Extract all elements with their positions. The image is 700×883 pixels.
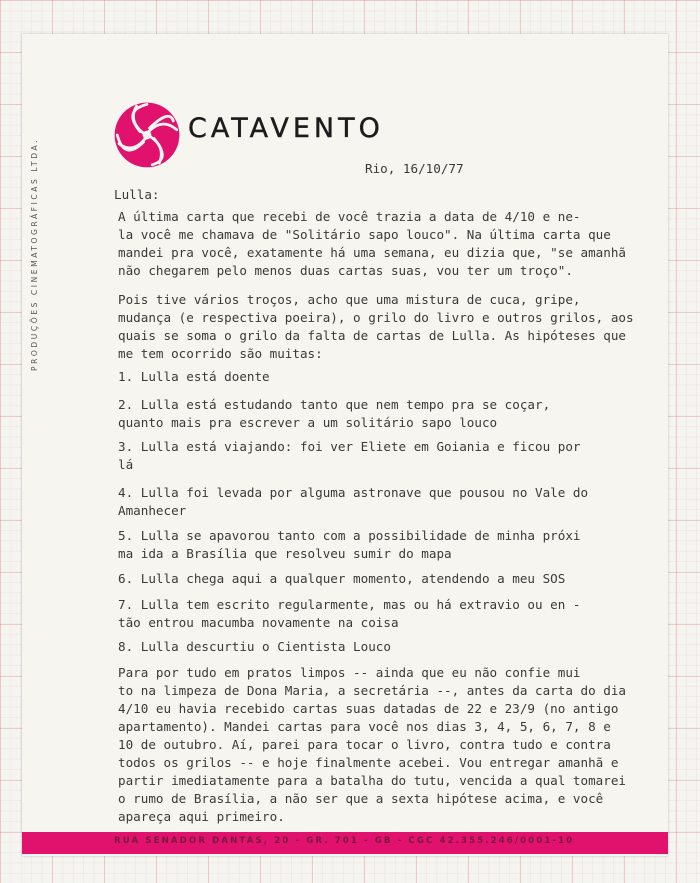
letter-line: A última carta que recebi de você trazia a data de 4/10 e ne-	[118, 209, 581, 224]
letter-line: o rumo de Brasília, a não ser que a sexta hipótese acima, e você	[118, 791, 604, 806]
list-item: 1. Lulla está doente	[118, 369, 270, 384]
letter-line: Para por tudo em pratos limpos -- ainda que eu não confie mui	[118, 665, 581, 680]
letter-line: todos os grilos -- e hoje finalmente acebei. Vou entregar amanhã e	[118, 755, 619, 770]
list-item: Amanhecer	[118, 503, 187, 518]
letter-line: não chegarem pelo menos duas cartas suas, vou ter um troço".	[118, 263, 573, 278]
list-item: tão entrou macumba novamente na coisa	[118, 615, 399, 630]
letter-line: la você me chamava de "Solitário sapo louco". Na última carta que	[118, 227, 611, 242]
letter-line: mandei pra você, exatamente há uma semana, eu dizia que, "se amanhã	[118, 245, 626, 260]
letter-line: mudança (e respectiva poeira), o grilo do livro e outros grilos, aos	[118, 310, 634, 325]
brand-name: CATAVENTO	[188, 113, 384, 144]
list-item: ma ida a Brasília que resolveu sumir do mapa	[118, 546, 452, 561]
letter-line: apareça aqui primeiro.	[118, 809, 285, 824]
letter-line: quais se soma o grilo da falta de cartas de Lulla. As hipóteses que	[118, 328, 626, 343]
list-item: 2. Lulla está estudando tanto que nem tempo pra se coçar,	[118, 397, 551, 412]
list-item: lá	[118, 457, 134, 472]
letter-date: Rio, 16/10/77	[365, 161, 464, 176]
list-item: 5. Lulla se apavorou tanto com a possibilidade de minha próxi	[118, 528, 581, 543]
letter-line: 10 de outubro. Aí, parei para tocar o livro, contra tudo e contra	[118, 737, 611, 752]
pinwheel-logo-icon	[110, 100, 184, 170]
letter-line: Pois tive vários troços, acho que uma mistura de cuca, gripe,	[118, 292, 581, 307]
list-item: 6. Lulla chega aqui a qualquer momento, atendendo a meu SOS	[118, 571, 566, 586]
letter-line: apartamento). Mandei cartas para você nos dias 3, 4, 5, 6, 7, 8 e	[118, 719, 611, 734]
letter-greeting: Lulla:	[114, 187, 160, 202]
list-item: 7. Lulla tem escrito regularmente, mas ou há extravio ou en -	[118, 597, 581, 612]
letter-line: to na limpeza de Dona Maria, a secretária --, antes da carta do dia	[118, 683, 626, 698]
letter-line: me tem ocorrido são muitas:	[118, 346, 323, 361]
letterhead-address: RUA SENADOR DANTAS, 20 - GR. 701 - GB - CGC 42.355.246/0001-10	[114, 836, 575, 846]
list-item: 4. Lulla foi levada por alguma astronave que pousou no Vale do	[118, 485, 589, 500]
letter-line: 4/10 eu havia recebido cartas suas datadas de 22 e 23/9 (no antigo	[118, 701, 619, 716]
letter-line: partir imediatamente para a batalha do tutu, vencida a qual tomarei	[118, 773, 626, 788]
list-item: quanto mais pra escrever a um solitário sapo louco	[118, 415, 498, 430]
company-vertical-text: PRODUÇÕES CINEMATOGRÁFICAS LTDA.	[30, 137, 39, 371]
list-item: 3. Lulla está viajando: foi ver Eliete em Goiania e ficou por	[118, 439, 581, 454]
list-item: 8. Lulla descurtiu o Cientista Louco	[118, 639, 391, 654]
